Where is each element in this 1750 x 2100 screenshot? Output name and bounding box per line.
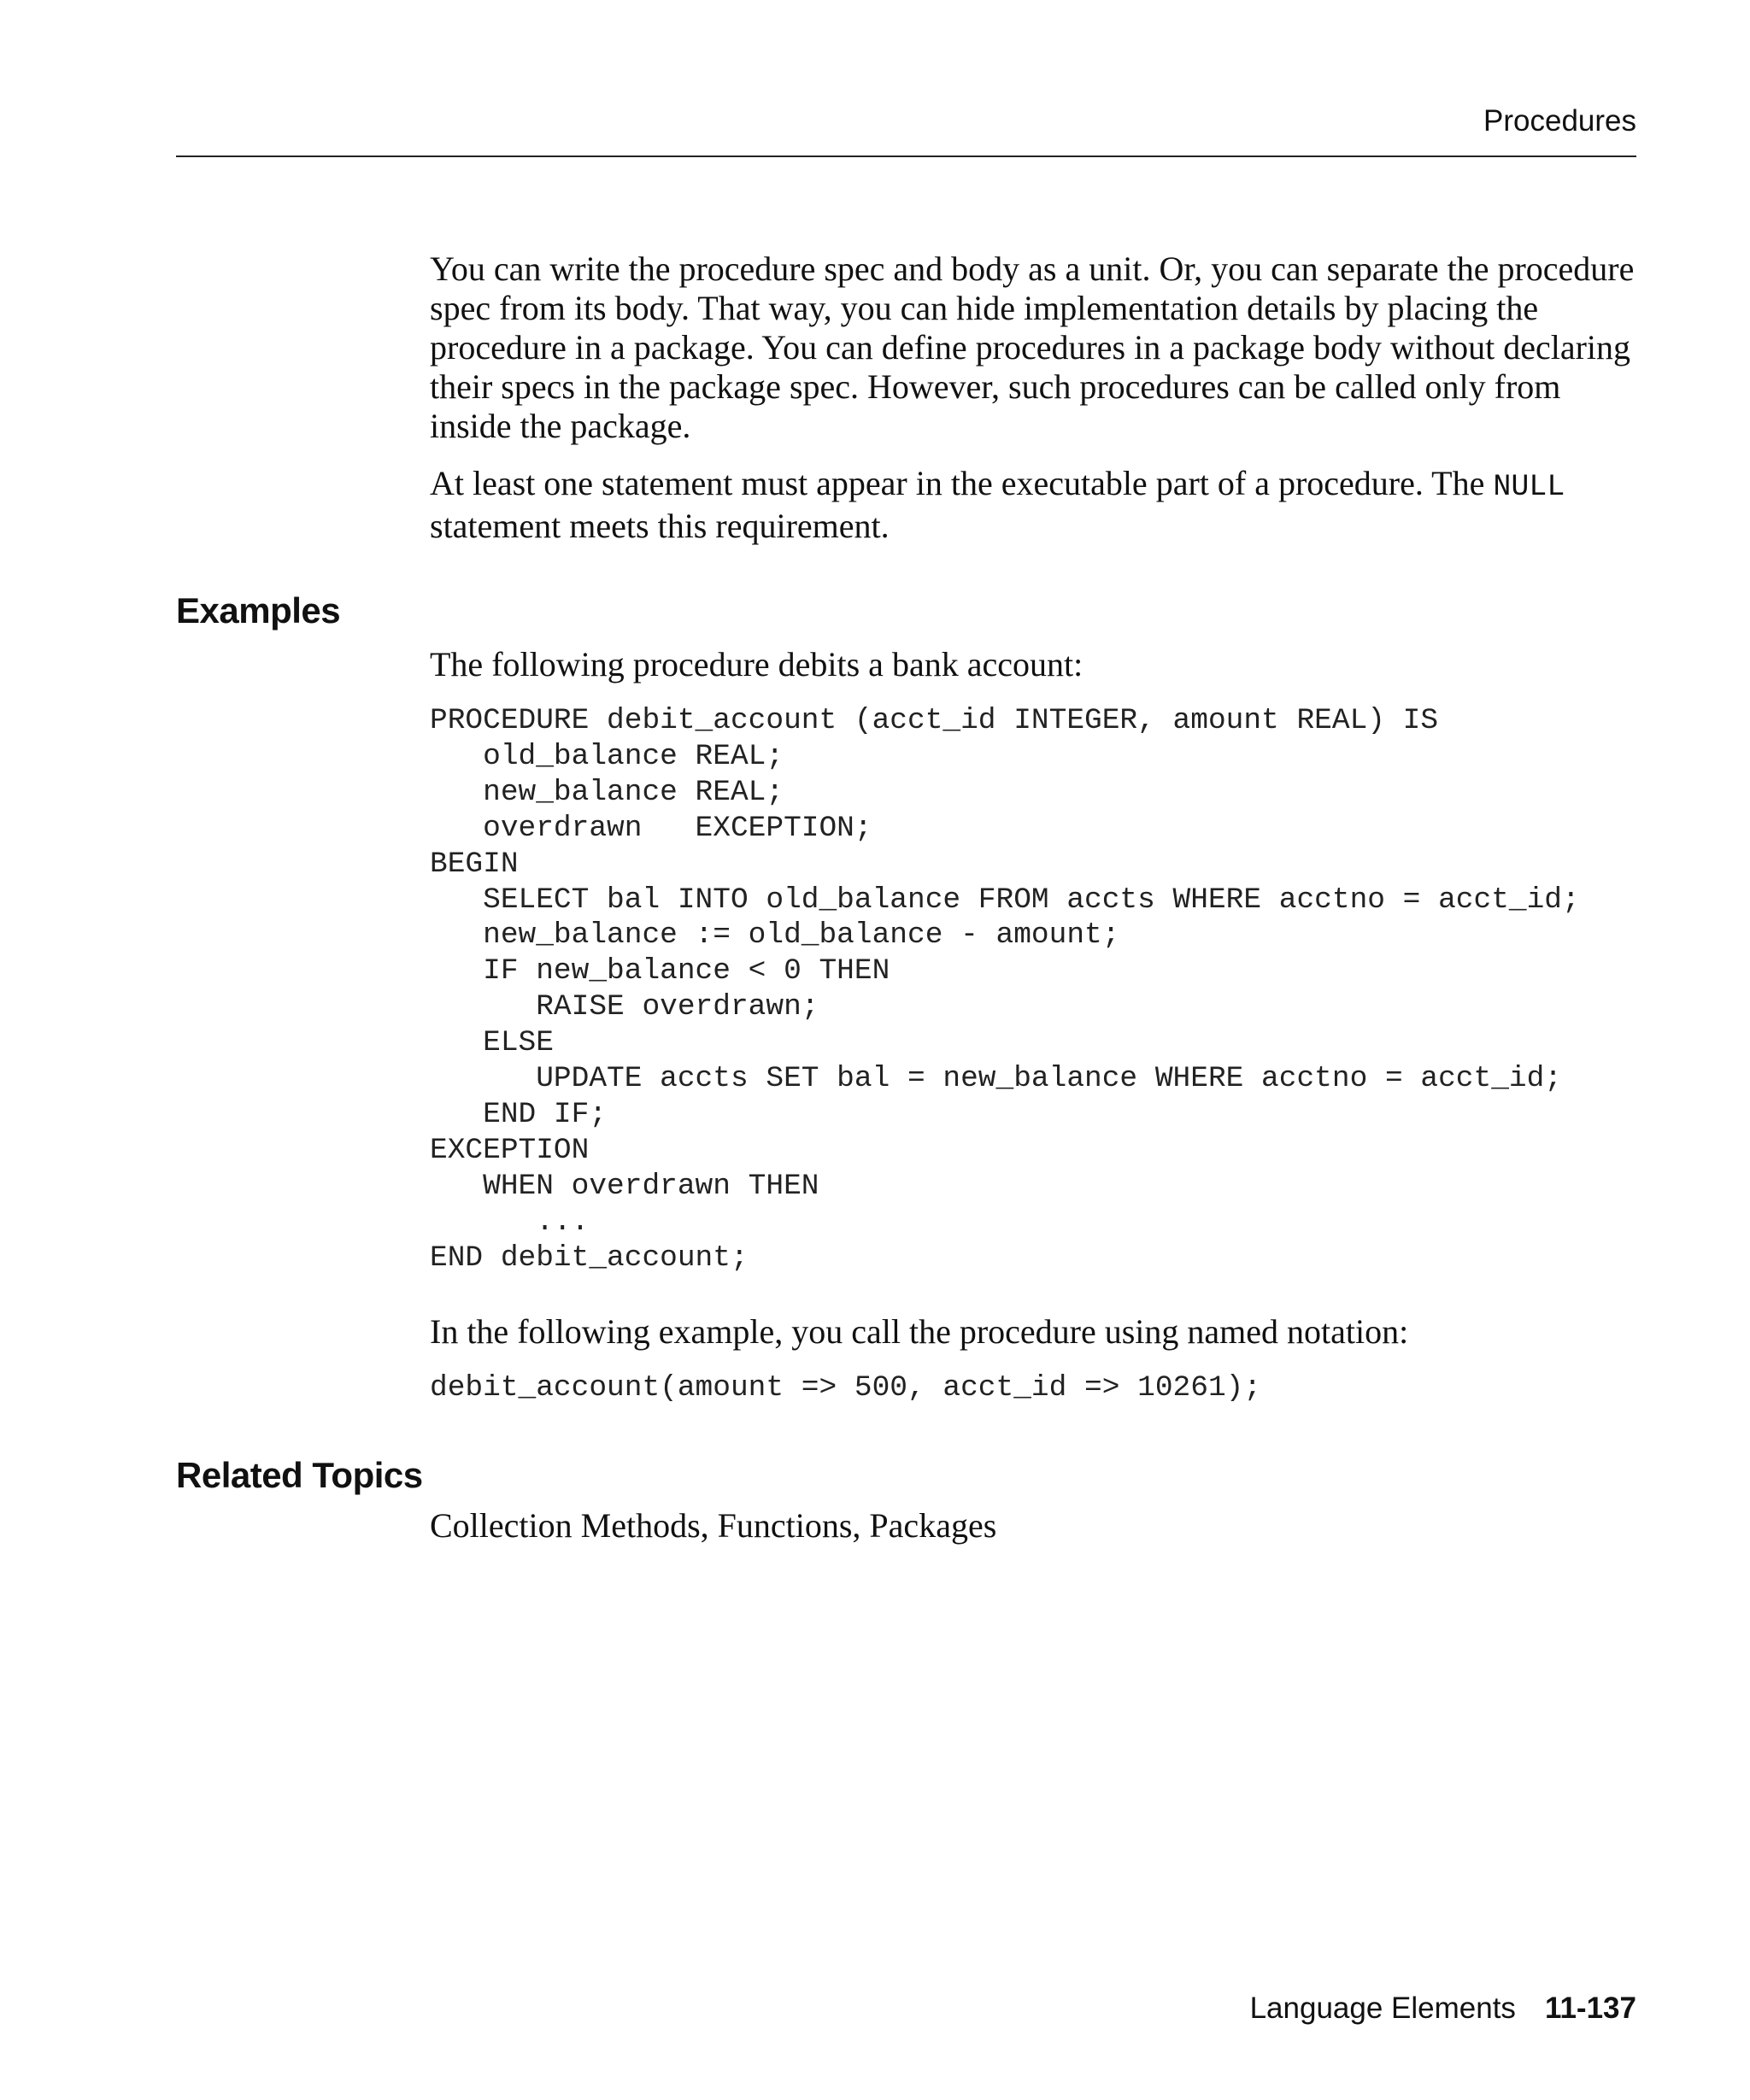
body-paragraph-2 (430, 464, 1636, 546)
related-topics-text: Collection Methods, Functions, Packages (430, 1506, 997, 1545)
code-line: PROCEDURE debit_account (acct_id INTEGER, amount REAL) IS (430, 704, 1439, 737)
code-line: RAISE overdrawn; (430, 990, 819, 1024)
code-line: overdrawn EXCEPTION; (430, 811, 872, 845)
body-paragraph-1: You can write the procedure spec and body as a unit. Or, you can separate the procedure spec from its body. That way, you can hide implementation details by placing the procedure in a package. You can define procedures in a package body without declaring their specs in the package spec. However, such procedures can be called only from inside the package. (430, 249, 1635, 445)
footer-section-title: Language Elements (1249, 1991, 1516, 2025)
paragraph-2-text-end: statement meets this requirement. (430, 507, 890, 545)
code-line: old_balance REAL; (430, 739, 784, 773)
null-keyword: NULL (1493, 470, 1565, 504)
related-topics-heading: Related Topics (176, 1455, 423, 1495)
code-line: WHEN overdrawn THEN (430, 1169, 819, 1203)
header-rule (176, 155, 1636, 157)
code-line: END IF; (430, 1097, 608, 1131)
code-line: SELECT bal INTO old_balance FROM accts WHERE acctno = acct_id; (430, 883, 1580, 917)
examples-heading: Examples (176, 590, 341, 631)
code-line: ELSE (430, 1026, 554, 1060)
code-line: IF new_balance < 0 THEN (430, 954, 890, 988)
example-intro: The following procedure debits a bank account: (430, 645, 1083, 683)
footer-page-number: 11-137 (1544, 1991, 1636, 2025)
page-footer (1250, 1993, 1636, 2023)
code-line: new_balance REAL; (430, 775, 784, 809)
code-line: ... (430, 1205, 590, 1239)
code-line: BEGIN (430, 847, 519, 881)
code-line: new_balance := old_balance - amount; (430, 918, 1120, 953)
code-line: EXCEPTION (430, 1133, 590, 1167)
code-block-procedure (430, 703, 1580, 1276)
paragraph-2-text-start: At least one statement must appear in the executable part of a procedure. The (430, 464, 1494, 502)
running-header-title: Procedures (1483, 104, 1636, 138)
code-line: END debit_account; (430, 1241, 749, 1275)
example-intro-2: In the following example, you call the procedure using named notation: (430, 1312, 1409, 1351)
code-block-call: debit_account(amount => 500, acct_id => 10261); (430, 1371, 1262, 1405)
code-line: UPDATE accts SET bal = new_balance WHERE acctno = acct_id; (430, 1062, 1563, 1096)
